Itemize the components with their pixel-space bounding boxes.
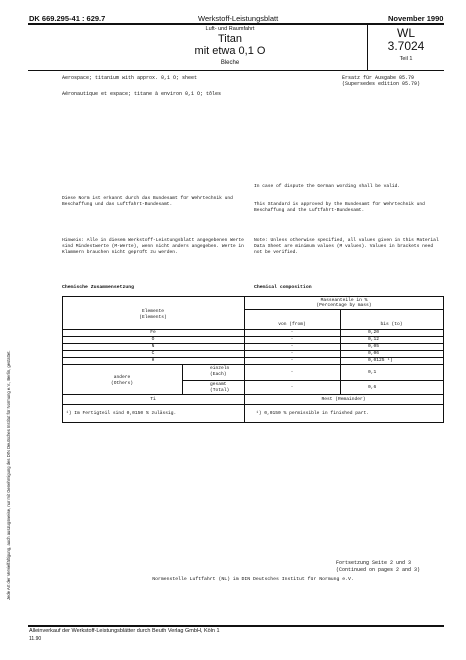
col-to: bis (to) [380, 322, 403, 327]
sheet-title: Werkstoff-Leistungsblatt [198, 14, 279, 23]
each-label-en: (Each) [210, 372, 227, 377]
col-from: von (from) [278, 322, 306, 327]
material-name: Titan [217, 33, 243, 45]
copyright-side-note: Jede Art der Vervielfältigung, auch auszugsweise, nur mit Genehmigung des DIN Deutsches Institut für Normung e.V., Berlin, gestattet. [6, 350, 11, 600]
table-row-o-from: - [290, 337, 294, 342]
table-row-fe-from: - [290, 330, 294, 335]
footer-rule [28, 625, 444, 627]
table-row-o-to: 0,12 [368, 337, 380, 342]
others-label-de: andere [113, 375, 131, 380]
approval-note-en: This Standard is approved by the Bundesamt für Wehrtechnik und Beschaffung and the Luftfahrt-Bundesamt. [254, 202, 425, 213]
hint-note-en: Note: Unless otherwise specified, all values given in this Material Data Sheet are minimum values (M values). Values in brackets need not be verified. [254, 238, 439, 255]
material-spec: mit etwa 0,1 O [194, 45, 266, 57]
part-number: Teil 1 [399, 56, 413, 62]
table-row-h-element: H [151, 358, 155, 363]
table-row-n-to: 0,05 [368, 344, 380, 349]
footer-code: 11.90 [29, 636, 42, 642]
replaces-en: (Supersedes edition 05.79) [342, 81, 421, 87]
footnote-en: ¹) 0,0150 % permissible in finished part. [256, 411, 370, 416]
footnote-de: ¹) Im Fertigteil sind 0,0150 % zulässig. [66, 411, 177, 416]
table-row-h-from: - [290, 358, 294, 363]
col-mass-en: (Percentage by mass) [316, 303, 372, 308]
wl-number: 3.7024 [387, 39, 425, 53]
total-to: 0,6 [368, 385, 377, 390]
col-element-de: Elemente [141, 309, 165, 314]
table-row-c-to: 0,06 [368, 351, 380, 356]
table-row-ti-value: Rest (Remainder) [321, 397, 366, 402]
table-row-n-from: - [290, 344, 294, 349]
each-from: - [290, 370, 294, 375]
dispute-note-en: In case of dispute the German wording shall be valid. [254, 184, 401, 189]
title-english: Aerospace; titanium with approx. 0,1 O; sheet [62, 75, 198, 81]
sales-notice: Alleinverkauf der Werkstoff-Leistungsblätter durch Beuth Verlag GmbH, Köln 1 [29, 628, 220, 634]
total-label-en: (Total) [210, 388, 230, 393]
title-rule [28, 70, 444, 71]
header-rule [28, 23, 444, 25]
total-label-de: gesamt [210, 382, 227, 387]
total-from: - [290, 385, 294, 390]
title-french: Aéronautique et espace; titane à environ 0,1 O; tôles [62, 91, 222, 97]
hint-note-de: Hinweis: Alle in diesem Werkstoff-Leistungsblatt angegebenen Werte sind Mindestwerte (M-Werte), wenn nicht anders angegeben. Werte in Klammern brauchen nicht geprüft zu werden. [62, 238, 244, 255]
others-label-en: (Others) [110, 381, 134, 386]
table-row-h-to: 0,0125 ¹) [368, 358, 393, 363]
composition-heading-en: Chemical composition [254, 285, 312, 290]
table-row-fe-to: 0,20 [368, 330, 380, 335]
each-to: 0,1 [368, 370, 377, 375]
table-row-ti-element: Ti [150, 397, 156, 402]
issue-date: November 1990 [388, 14, 444, 23]
continuation-de: Fortsetzung Seite 2 und 3 [336, 560, 412, 566]
product-form: Bleche [220, 60, 240, 66]
table-row-o-element: O [151, 337, 155, 342]
table-row-fe-element: Fe [150, 330, 156, 335]
replaces-de: Ersatz für Ausgabe 05.79 [342, 75, 415, 81]
continuation-en: (Continued on pages 2 and 3) [336, 567, 421, 573]
col-mass-de: Masseanteile in % [320, 298, 368, 303]
table-row-c-from: - [290, 351, 294, 356]
dk-number: DK 669.295-41 : 629.7 [29, 14, 106, 23]
committee-line: Normenstelle Luftfahrt (NL) im DIN Deutsches Institut für Normung e.V. [152, 577, 354, 582]
col-element-en: (Elements) [139, 315, 167, 320]
composition-heading-de: Chemische Zusammensetzung [62, 285, 134, 290]
approval-note-de: Diese Norm ist erkannt durch das Bundesamt für Wehrtechnik und Beschaffung und das Luftfahrt-Bundesamt. [62, 196, 233, 207]
category-label: Luft- und Raumfahrt [205, 26, 255, 32]
table-row-n-element: N [151, 344, 155, 349]
wl-label: WL [397, 26, 415, 40]
each-label-de: einzeln [210, 366, 230, 371]
table-row-c-element: C [151, 351, 155, 356]
